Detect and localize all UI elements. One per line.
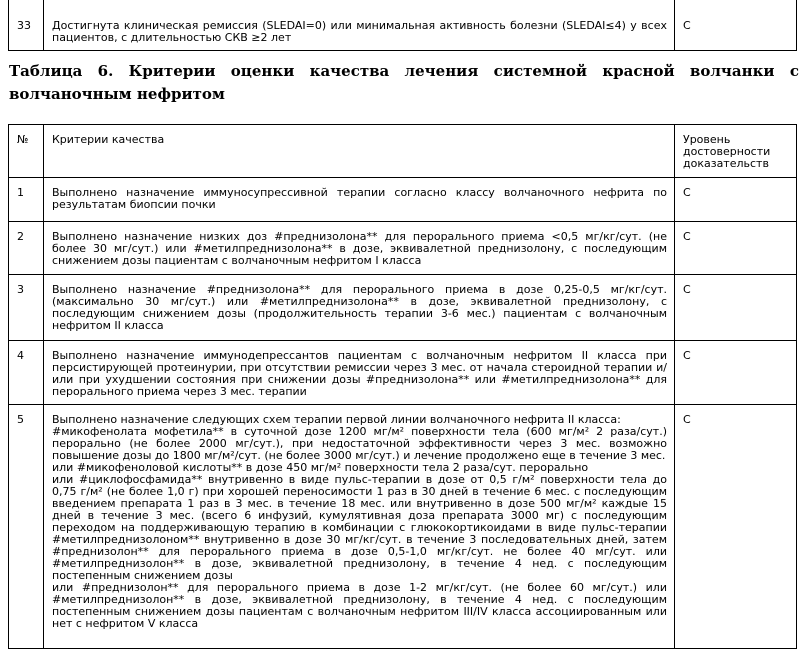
row-number: 5 [9,405,44,649]
criterion-text: Достигнута клиническая ремиссия (SLEDAI=0) или минимальная активность болезни (SLEDAI≤4) у всех пациентов, с длительностью СКВ ≥2 лет [44,0,675,51]
criterion-text: Выполнено назначение иммуносупрессивной терапии согласно классу волчаночного нефрита по результатам биопсии почки [44,178,675,222]
table-row [9,178,797,222]
table-row [9,405,797,649]
row-number: 3 [9,275,44,341]
evidence-level: C [675,178,797,222]
criterion-text: Выполнено назначение низких доз #преднизолона** для перорального приема <0,5 мг/кг/сут. (не более 30 мг/сут.) или #метилпреднизолона** в дозе, эквивалетной преднизолону, с последующим снижением дозы пациентам с волчаночным нефритом I класса [44,222,675,275]
previous-table-fragment [8,0,797,51]
criterion-line: или #преднизолон** для перорального приема в дозе 1-2 мг/кг/сут. (не более 60 мг/сут.) или #метилпреднизолон** в дозе, эквивалетной преднизолону, в течение 4 нед. с последующим постепенным снижением дозы пациентам с волчаночным нефритом III/IV класса ассоциированным или нет с нефритом V класса [52,581,667,630]
row-number: 33 [9,0,44,51]
table-header-row [9,125,797,178]
criterion-line: #микофенолата мофетила** в суточной дозе 1200 мг/м² поверхности тела (600 мг/м² 2 раза/сут.) перорально (не более 2000 мг/сут.), при недостаточной эффективности через 3 мес. возможно повышение дозы до 1800 мг/м²/сут. (не более 3000 мг/сут.) и лечение продолжено еще в течение 3 мес. [52,425,667,462]
criterion-text: Выполнено назначение #преднизолона** для перорального приема в дозе 0,25-0,5 мг/кг/сут. (максимально 30 мг/сут.) или #метилпреднизолона** в дозе, эквивалетной преднизолону, с последующим снижением дозы (продолжительность терапии 3-6 мес.) пациентам с волчаночным нефритом II класса [44,275,675,341]
table-caption: Таблица 6. Критерии оценки качества лечения системной красной волчанки с волчаночным нефритом [9,62,799,103]
header-number: № [9,125,44,178]
evidence-level: C [675,0,797,51]
criterion-text: Выполнено назначение иммунодепрессантов пациентам с волчаночным нефритом II класса при персистирующей протеинурии, при отсутствии ремиссии через 3 мес. от начала стероидной терапии и/или при ухудшении состояния при снижении дозы #преднизолона** или #метилпреднизолона** для перорального приема через 3 мес. терапии [44,341,675,405]
header-criterion: Критерии качества [44,125,675,178]
header-evidence-level: Уровень достоверности доказательств [675,125,797,178]
criterion-line: или #микофеноловой кислоты** в дозе 450 мг/м² поверхности тела 2 раза/сут. перорально [52,461,589,474]
row-number: 2 [9,222,44,275]
row-number: 4 [9,341,44,405]
evidence-level: C [675,222,797,275]
evidence-level: C [675,405,797,649]
table-row [9,222,797,275]
criterion-line: Выполнено назначение следующих схем терапии первой линии волчаночного нефрита II класса: [52,413,621,426]
row-number: 1 [9,178,44,222]
evidence-level: C [675,275,797,341]
table-row [9,275,797,341]
criterion-line: или #циклофосфамида** внутривенно в виде пульс-терапии в дозе от 0,5 г/м² поверхности тела до 0,75 г/м² (не более 1,0 г) при хорошей переносимости 1 раз в 30 дней в течение 6 мес. с последующим введением препарата 1 раз в 3 мес. в течение 18 мес. или внутривенно в дозе 500 мг/м² каждые 15 дней в течение 3 мес. (всего 6 инфузий, кумулятивная доза препарата 3000 мг) с последующим переходом на поддерживающую терапию в комбинации с глюкокортикоидами в виде пульс-терапии #метилпреднизолоном** внутривенно в дозе 30 мг/кг/сут. в течение 3 последовательных дней, затем #преднизолон** для перорального приема в дозе 0,5-1,0 мг/кг/сут. не более 40 мг/сут. или #метилпреднизолон** в дозе, эквивалетной преднизолону, в течение 4 нед. с последующим постепенным снижением дозы [52,473,667,582]
criterion-text [44,405,675,649]
quality-criteria-table [8,124,797,649]
table-row [9,0,797,51]
table-row [9,341,797,405]
evidence-level: C [675,341,797,405]
